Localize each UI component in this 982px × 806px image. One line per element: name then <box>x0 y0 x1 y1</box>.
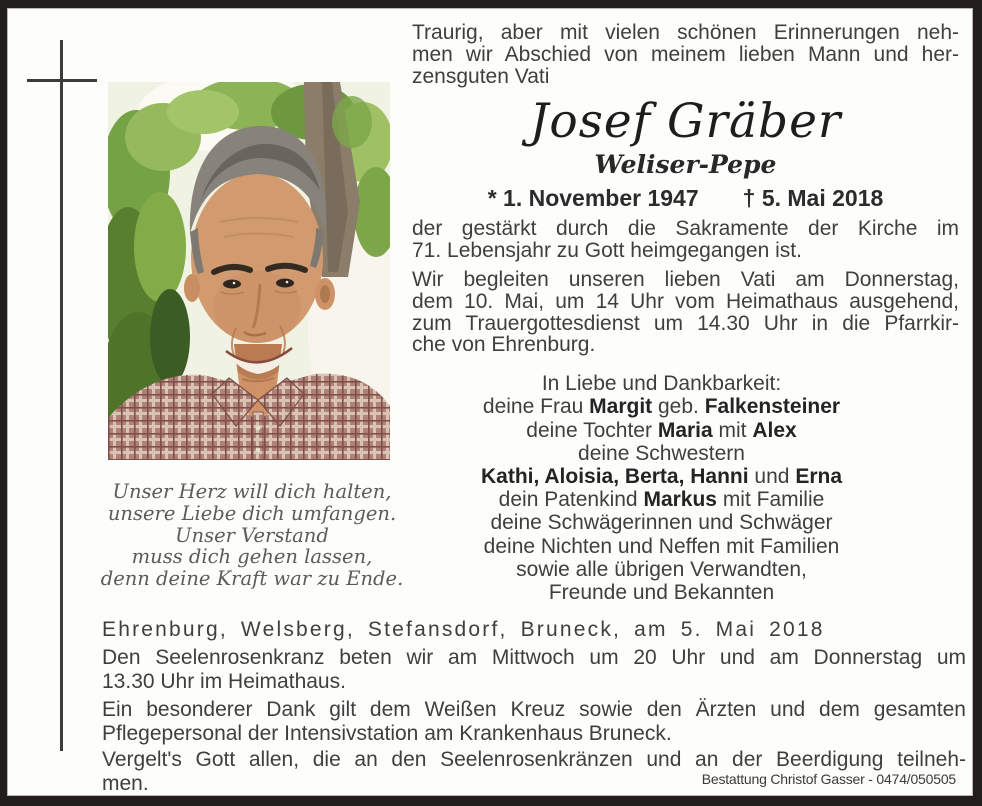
family-line: deine Tochter Maria mit Alex <box>526 418 797 442</box>
text-line: dem 10. Mai, um 14 Uhr vom Heimathaus ausgehend, <box>412 289 959 313</box>
sacraments-paragraph <box>412 218 959 262</box>
funeral-paragraph <box>412 269 959 356</box>
family-line: Freunde und Bekannten <box>548 581 775 604</box>
portrait-photo <box>108 82 390 460</box>
bottom-section <box>102 617 966 795</box>
text-line: Den Seelenrosenkranz beten wir am Mittwoch um 20 Uhr und am Donnerstag um <box>102 646 966 669</box>
text-line: Wir begleiten unseren lieben Vati am Donnerstag, <box>412 267 959 291</box>
text-line: unsere Liebe dich umfangen. <box>107 501 397 525</box>
text-line: zensguten Vati <box>412 64 550 88</box>
thanks-paragraph <box>102 698 966 746</box>
birth-date: * 1. November 1947 <box>487 185 699 212</box>
text-line: 13.30 Uhr im Heimathaus. <box>102 670 346 693</box>
deceased-name: Josef Gräber <box>529 94 842 150</box>
text-line: Vergelt's Gott allen, die an den Seelenrosenkränzen und an der Beerdigung teilneh- <box>102 748 966 771</box>
text-line: denn deine Kraft war zu Ende. <box>100 567 404 591</box>
text-line: 71. Lebensjahr zu Gott heimgegangen ist. <box>412 239 802 263</box>
family-line: deine Schwägerinnen und Schwäger <box>490 511 833 535</box>
announcement-column <box>412 9 959 604</box>
family-list <box>412 372 959 604</box>
family-line: deine Nichten und Neffen mit Familien <box>483 534 840 558</box>
family-line: deine Schwestern <box>578 441 745 465</box>
cities-date-line: Ehrenburg, Welsberg, Stefansdorf, Bruneck, am 5. Mai 2018 <box>102 618 825 641</box>
text-line: che von Ehrenburg. <box>412 333 596 357</box>
rosary-paragraph <box>102 646 966 694</box>
cross-horizontal-bar <box>27 79 97 82</box>
family-line: Kathi, Aloisia, Berta, Hanni und Erna <box>480 464 842 488</box>
death-date: † 5. Mai 2018 <box>742 185 884 212</box>
text-line: Pflegepersonal der Intensivstation am Krankenhaus Bruneck. <box>102 722 672 745</box>
family-line: deine Frau Margit geb. Falkensteiner <box>482 395 841 419</box>
obituary-card <box>8 9 972 795</box>
text-line: zum Trauergottesdienst um 14.30 Uhr in die Pfarrkir- <box>412 311 959 335</box>
text-line: men wir Abschied von meinem lieben Mann und her- <box>412 42 959 66</box>
text-line: Traurig, aber mit vielen schönen Erinnerungen neh- <box>412 21 959 44</box>
text-line: der gestärkt durch die Sakramente der Kirche im <box>412 217 959 241</box>
text-line: Unser Verstand <box>175 523 329 547</box>
family-heading: In Liebe und Dankbarkeit: <box>541 372 782 396</box>
funeral-home-credit: Bestattung Christof Gasser - 0474/050505 <box>701 771 956 787</box>
cross-vertical-bar <box>60 40 63 751</box>
family-lines <box>412 395 911 604</box>
family-line: dein Patenkind Markus mit Familie <box>498 488 825 512</box>
intro-paragraph <box>412 22 959 87</box>
text-line: muss dich gehen lassen, <box>131 545 373 569</box>
text-line: Ein besonderer Dank gilt dem Weißen Kreuz sowie den Ärzten und dem gesamten <box>102 698 966 721</box>
memorial-verse <box>54 481 450 590</box>
family-line: sowie alle übrigen Verwandten, <box>516 557 807 581</box>
text-line: men. <box>102 772 149 795</box>
life-dates <box>412 185 959 211</box>
deceased-nickname: Weliser-Pepe <box>594 150 777 180</box>
text-line: Unser Herz will dich halten, <box>112 480 392 503</box>
